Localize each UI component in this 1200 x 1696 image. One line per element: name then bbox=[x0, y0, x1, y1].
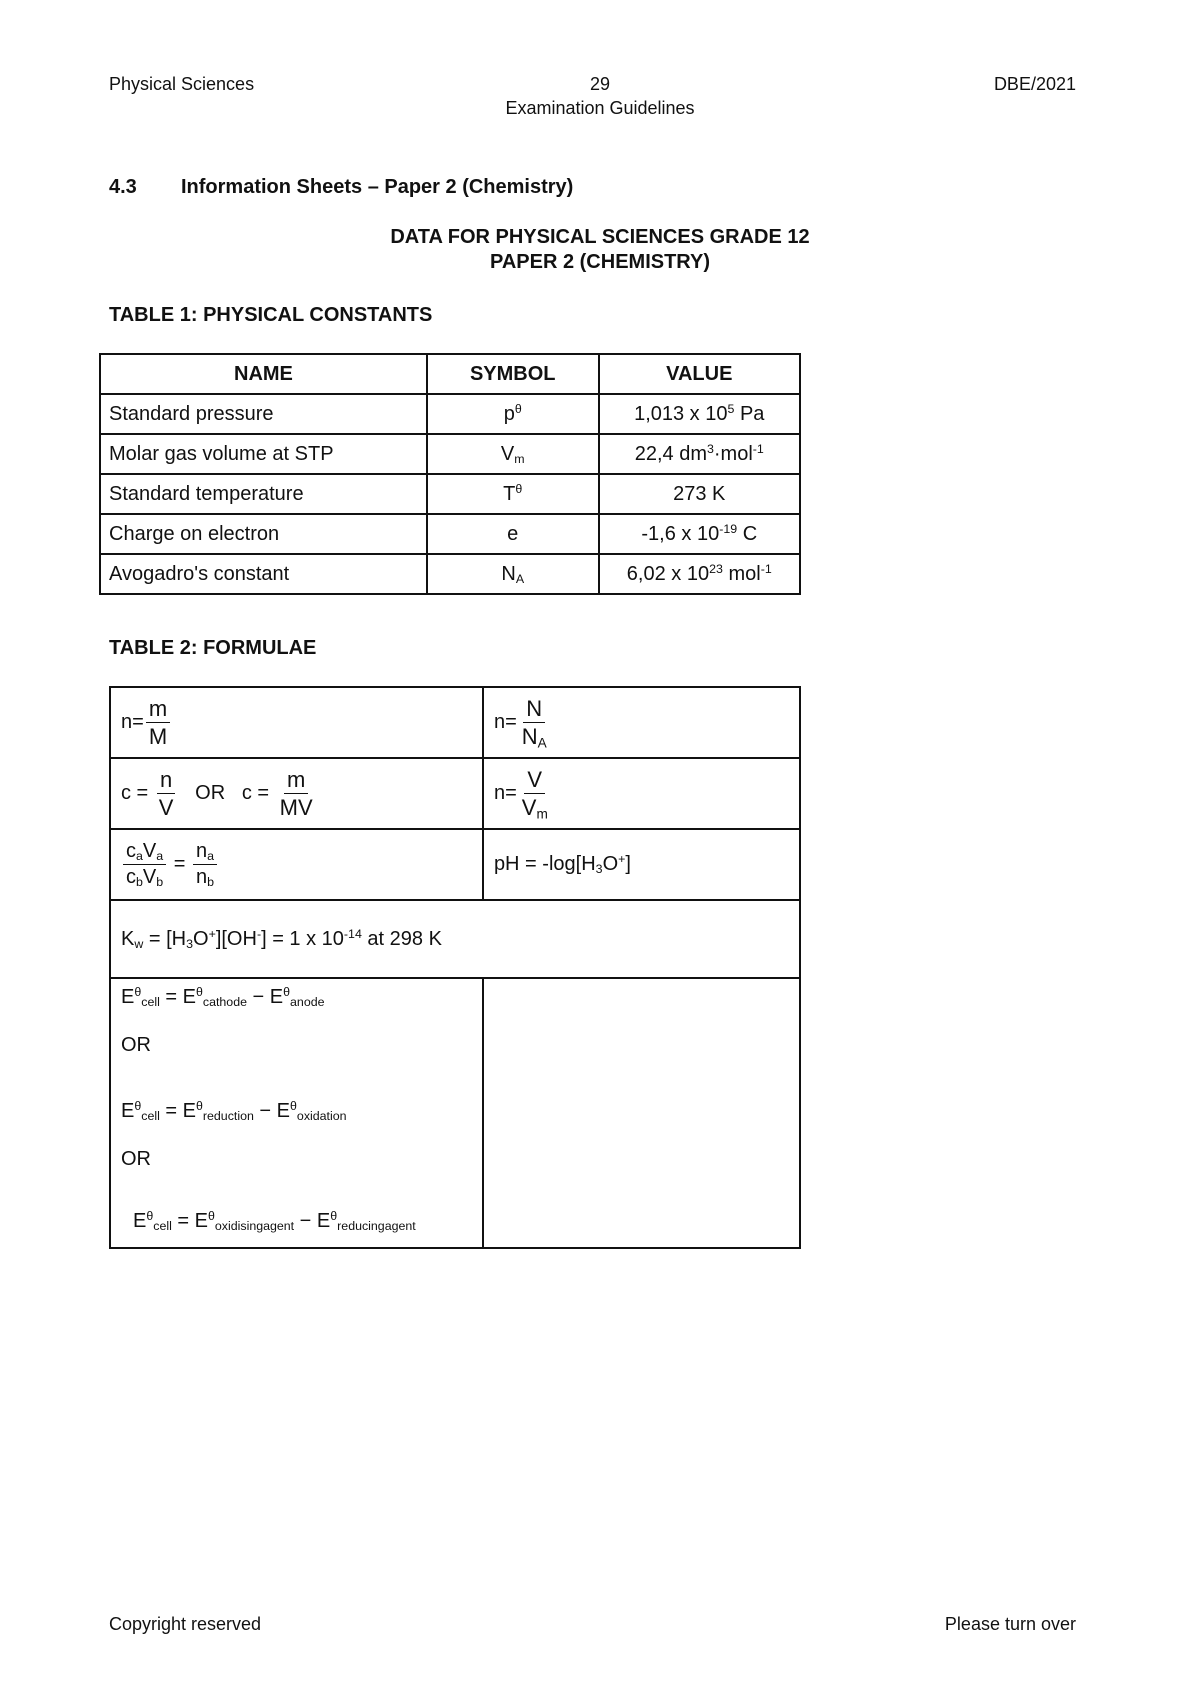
constant-value: 6,02 x $10^{23}$ mol$^{-1}$ bbox=[599, 554, 800, 594]
table-header-row bbox=[100, 354, 800, 394]
constant-symbol: $T^\theta$ bbox=[427, 474, 599, 514]
constant-symbol: $p^\theta$ bbox=[427, 394, 599, 434]
footer-copyright: Copyright reserved bbox=[109, 1614, 262, 1634]
formula-moles-volume: n= $\frac{V}{V_m}$ bbox=[483, 758, 800, 829]
table-row bbox=[100, 474, 800, 514]
formula-ecell bbox=[110, 978, 483, 1248]
table2-title: TABLE 2: FORMULAE bbox=[109, 637, 317, 659]
table-row bbox=[110, 900, 800, 978]
formula-concentration: c = $\frac{n}{V}$ OR c = $\frac{m}{MV}$ bbox=[110, 758, 483, 829]
constant-value: 273 K bbox=[599, 474, 800, 514]
constant-value: -1,6 x $10^{-19}$ C bbox=[599, 514, 800, 554]
header-department: DBE/2021 bbox=[993, 74, 1076, 94]
header-symbol: SYMBOL bbox=[427, 354, 599, 394]
table-row bbox=[100, 554, 800, 594]
ecell-or-1: OR bbox=[121, 1034, 151, 1056]
data-title-line2: PAPER 2 (CHEMISTRY) bbox=[489, 251, 711, 273]
table-row bbox=[110, 978, 800, 1248]
formulae-table bbox=[109, 686, 801, 1249]
header-value: VALUE bbox=[599, 354, 800, 394]
constant-name: Molar gas volume at STP bbox=[100, 434, 427, 474]
header-subject: Physical Sciences bbox=[109, 74, 255, 94]
constant-name: Avogadro's constant bbox=[100, 554, 427, 594]
ecell-cathode-anode: $E^\theta_{cell} = E^\theta_{cathode} - E^\theta_{anode}$ bbox=[121, 985, 325, 1010]
constant-symbol: e bbox=[427, 514, 599, 554]
section-number: 4.3 bbox=[109, 176, 137, 198]
header-name: NAME bbox=[100, 354, 427, 394]
section-title: Information Sheets – Paper 2 (Chemistry) bbox=[181, 176, 574, 198]
physical-constants-table bbox=[99, 353, 801, 595]
constant-value: 1,013 x $10^5$ Pa bbox=[599, 394, 800, 434]
formula-moles-mass: n= $\frac{m}{M}$ bbox=[110, 687, 483, 758]
constant-symbol: $N_A$ bbox=[427, 554, 599, 594]
table-row bbox=[100, 514, 800, 554]
data-title-line1: DATA FOR PHYSICAL SCIENCES GRADE 12 bbox=[390, 226, 810, 248]
ecell-reduction-oxidation: $E^\theta_{cell} = E^\theta_{reduction} - E^\theta_{oxidation}$ bbox=[121, 1099, 347, 1124]
table1-title: TABLE 1: PHYSICAL CONSTANTS bbox=[109, 304, 433, 326]
table-row bbox=[110, 687, 800, 758]
constant-symbol: $V_m$ bbox=[427, 434, 599, 474]
ecell-or-2: OR bbox=[121, 1148, 151, 1170]
footer-turn-over: Please turn over bbox=[944, 1614, 1076, 1634]
table-row bbox=[110, 758, 800, 829]
empty-cell bbox=[483, 978, 800, 1248]
table-row bbox=[110, 829, 800, 900]
formula-ph: pH = $-\log[H_3O^+]$ bbox=[483, 829, 800, 900]
constant-name: Standard temperature bbox=[100, 474, 427, 514]
constant-value: 22,4 $dm^3\cdot mol^{-1}$ bbox=[599, 434, 800, 474]
constant-name: Charge on electron bbox=[100, 514, 427, 554]
formula-kw: $K_w = [H_3O^+][OH^-] = 1$ x $10^{-14}$ at 298 K bbox=[110, 900, 800, 978]
formula-moles-particles: n= $\frac{N}{N_A}$ bbox=[483, 687, 800, 758]
header-subtitle: Examination Guidelines bbox=[505, 98, 695, 118]
header-page-number: 29 bbox=[589, 74, 611, 94]
table-row bbox=[100, 434, 800, 474]
formula-titration: $\frac{c_aV_a}{c_bV_b}$ = $\frac{n_a}{n_b}$ bbox=[110, 829, 483, 900]
constant-name: Standard pressure bbox=[100, 394, 427, 434]
ecell-oxidising-reducing: $E^\theta_{cell} = E^\theta_{oxidisingagent} - E^\theta_{reducingagent}$ bbox=[133, 1209, 416, 1234]
table-row bbox=[100, 394, 800, 434]
